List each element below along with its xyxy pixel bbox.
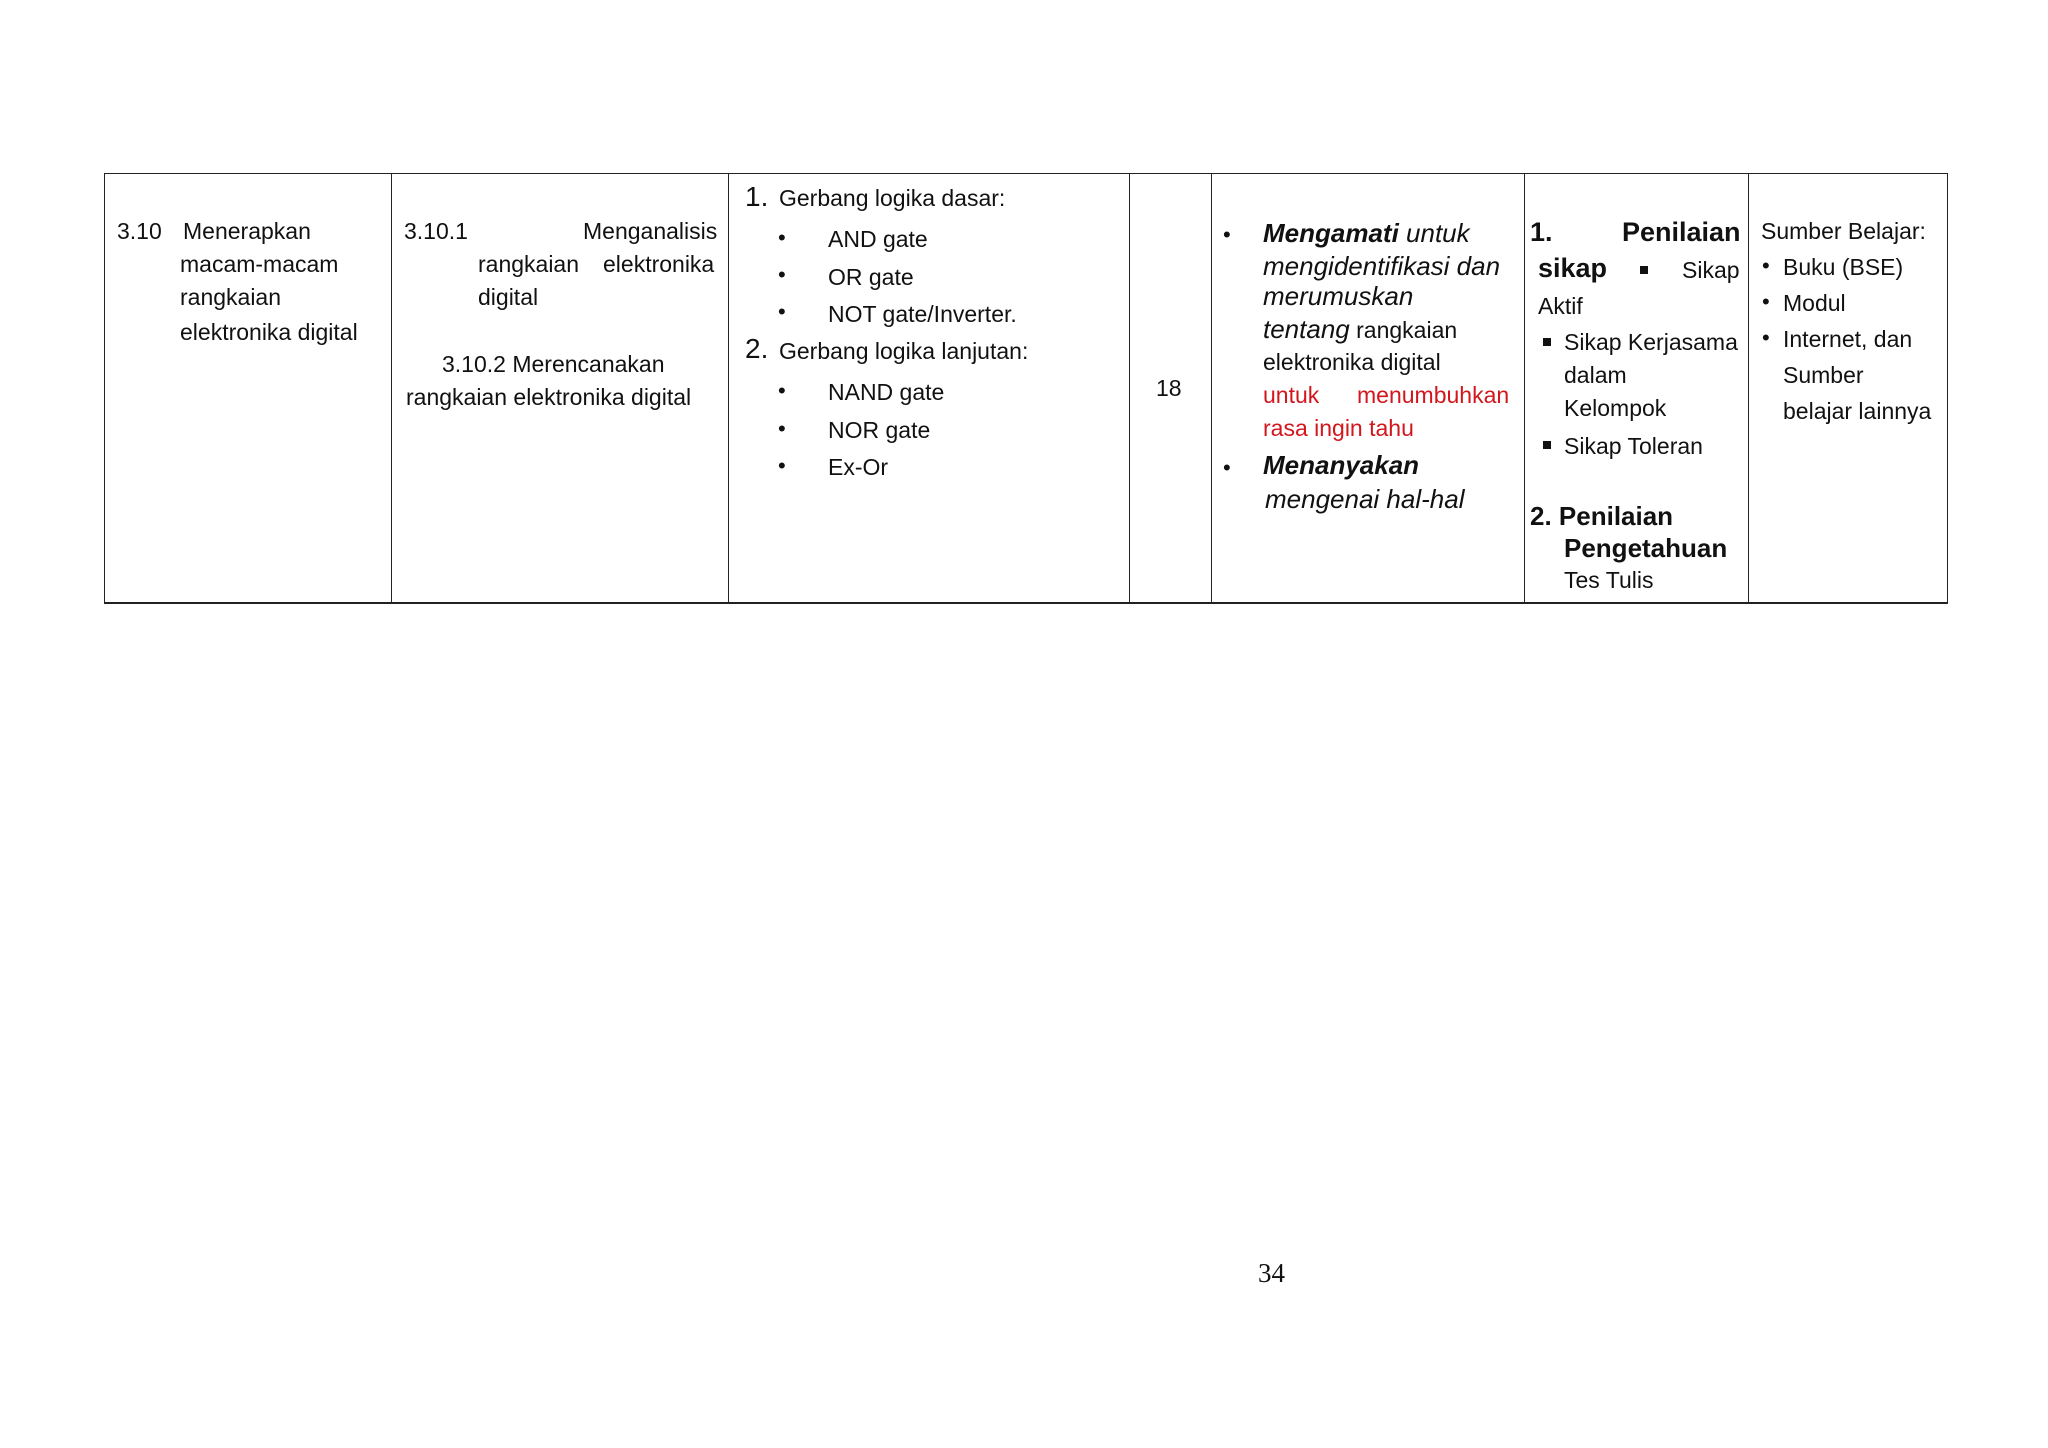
- indikator-line: rangkaian: [478, 251, 580, 277]
- bullet-icon: •: [778, 378, 786, 403]
- bullet-icon: •: [1762, 289, 1770, 314]
- column-divider: [1947, 173, 1948, 602]
- bullet-icon: •: [1223, 222, 1231, 247]
- bullet-icon: •: [778, 453, 786, 478]
- column-divider: [1129, 173, 1130, 602]
- penilaian-item: Kelompok: [1564, 395, 1667, 421]
- penilaian-item: Sikap Kerjasama: [1564, 329, 1738, 355]
- kegiatan-line: merumuskan: [1263, 281, 1414, 311]
- column-divider: [1211, 173, 1212, 602]
- kd-line: Menerapkan: [183, 218, 311, 244]
- alokasi-waktu: 18: [1156, 375, 1182, 401]
- materi-group-title: Gerbang logika dasar:: [779, 185, 1006, 211]
- materi-group-number: 2.: [745, 333, 769, 364]
- kd-line: macam-macam: [180, 251, 339, 277]
- column-divider: [391, 173, 392, 602]
- list-item: AND gate: [828, 226, 928, 252]
- indikator-line: 3.10.2 Merencanakan: [442, 351, 665, 377]
- column-divider: [1524, 173, 1525, 602]
- kegiatan-verb: Menanyakan: [1263, 450, 1420, 480]
- column-divider: [728, 173, 729, 602]
- bullet-icon: •: [1762, 253, 1770, 278]
- kegiatan-highlight: untuk: [1263, 382, 1320, 408]
- penilaian-number: 1.: [1530, 217, 1553, 247]
- list-item: OR gate: [828, 264, 914, 290]
- list-item: Ex-Or: [828, 454, 889, 480]
- kegiatan-highlight: rasa ingin tahu: [1263, 415, 1414, 441]
- indikator-line: digital: [478, 284, 539, 310]
- indikator-number: 3.10.1: [404, 218, 468, 244]
- penilaian-heading: Pengetahuan: [1564, 533, 1728, 563]
- column-divider: [104, 173, 105, 602]
- penilaian-item: Sikap: [1682, 257, 1740, 283]
- indikator-line: Menganalisis: [583, 218, 718, 244]
- sumber-title: Sumber Belajar:: [1761, 218, 1926, 244]
- square-bullet-icon: [1543, 441, 1551, 449]
- kegiatan-line: tentang rangkaian: [1263, 314, 1458, 344]
- square-bullet-icon: [1640, 266, 1648, 274]
- penilaian-item: Tes Tulis: [1564, 567, 1654, 593]
- list-item: NOR gate: [828, 417, 931, 443]
- list-item: Sumber: [1783, 362, 1864, 388]
- penilaian-heading: sikap: [1538, 253, 1608, 283]
- kegiatan-line: mengenai hal-hal: [1265, 484, 1465, 514]
- kegiatan-line: elektronika digital: [1263, 349, 1441, 375]
- page-number: 34: [1258, 1258, 1285, 1288]
- kegiatan-line: Mengamati untuk: [1263, 218, 1470, 248]
- bullet-icon: •: [778, 416, 786, 441]
- list-item: Internet, dan: [1783, 326, 1913, 352]
- bullet-icon: •: [778, 299, 786, 324]
- penilaian-item: Aktif: [1538, 293, 1583, 319]
- kegiatan-highlight: menumbuhkan: [1357, 382, 1510, 408]
- indikator-line: elektronika: [603, 251, 715, 277]
- kd-number: 3.10: [117, 218, 162, 244]
- materi-group-title: Gerbang logika lanjutan:: [779, 338, 1029, 364]
- bullet-icon: •: [1762, 325, 1770, 350]
- bullet-icon: •: [1223, 455, 1231, 480]
- list-item: Modul: [1783, 290, 1846, 316]
- materi-group-number: 1.: [745, 181, 769, 212]
- kegiatan-verb: Mengamati: [1263, 218, 1399, 248]
- penilaian-item: Sikap Toleran: [1564, 433, 1703, 459]
- list-item: belajar lainnya: [1783, 398, 1932, 424]
- kd-line: elektronika digital: [180, 319, 358, 345]
- bullet-icon: •: [778, 262, 786, 287]
- bullet-icon: •: [778, 225, 786, 250]
- penilaian-item: dalam: [1564, 362, 1627, 388]
- square-bullet-icon: [1543, 338, 1551, 346]
- penilaian-heading: 2. Penilaian: [1530, 501, 1674, 531]
- column-divider: [1748, 173, 1749, 602]
- list-item: NOT gate/Inverter.: [828, 301, 1017, 327]
- list-item: NAND gate: [828, 379, 945, 405]
- kd-line: rangkaian: [180, 284, 282, 310]
- kegiatan-line: mengidentifikasi dan: [1263, 251, 1501, 281]
- indikator-line: rangkaian elektronika digital: [406, 384, 692, 410]
- penilaian-heading: Penilaian: [1622, 217, 1741, 247]
- list-item: Buku (BSE): [1783, 254, 1904, 280]
